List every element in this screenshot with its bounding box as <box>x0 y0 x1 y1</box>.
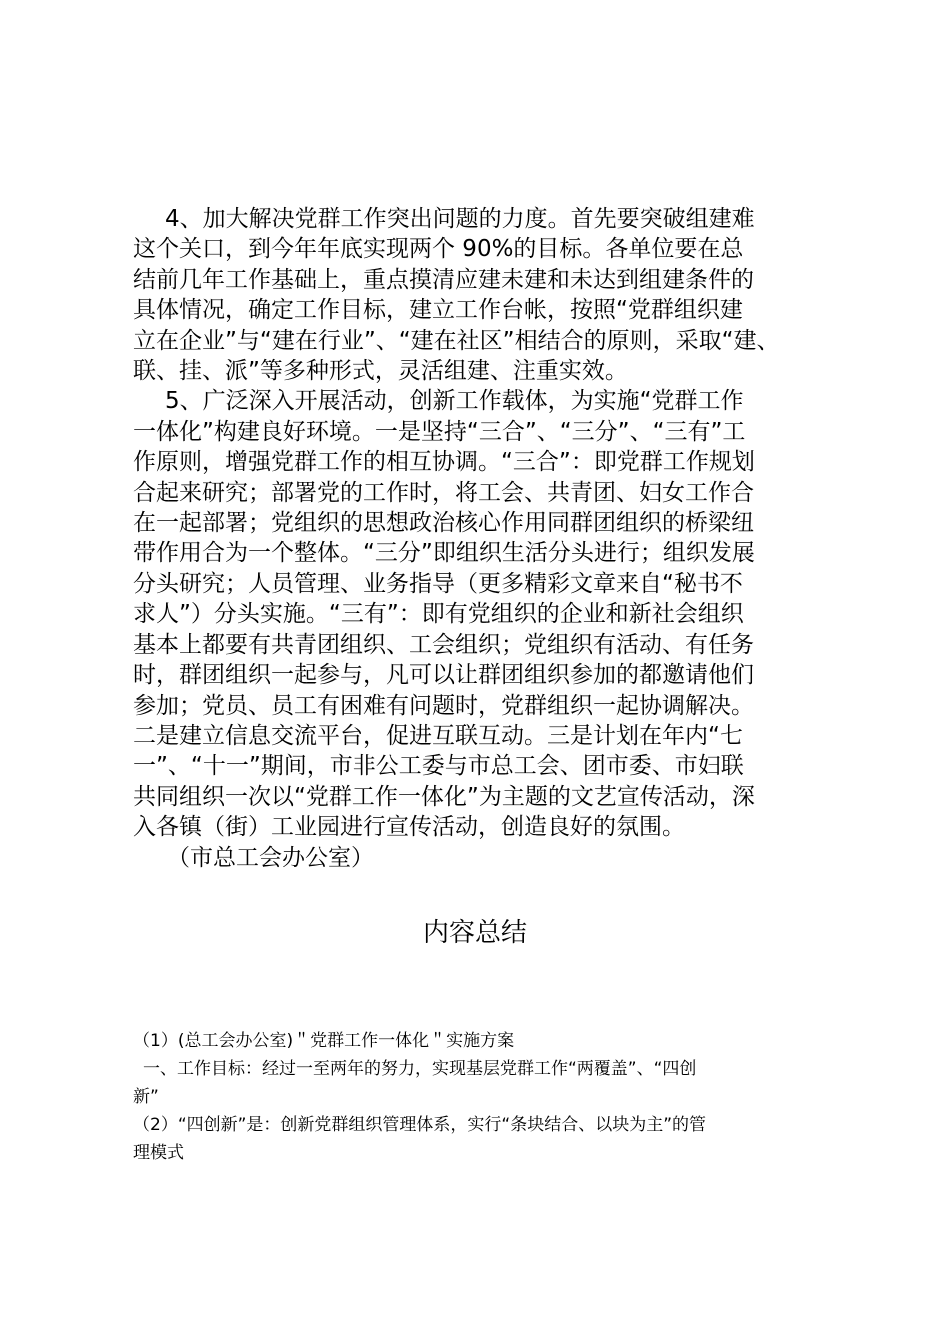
paragraph-5-line: 基本上都要有共青团组织、工会组织；党组织有活动、有任务 <box>133 631 754 658</box>
summary-title: 内容总结 <box>422 918 527 948</box>
summary-line: （2）“四创新”是：创新党群组织管理体系，实行“条块结合、以块为主”的管 <box>133 1115 707 1135</box>
paragraph-4-line: 结前几年工作基础上，重点摸清应建未建和未达到组建条件的 <box>133 266 754 293</box>
paragraph-4-line: 具体情况，确定工作目标，建立工作台帐，按照“党群组织建 <box>133 297 743 324</box>
paragraph-5-line: 求人”）分头实施。“三有”：即有党组织的企业和新社会组织 <box>133 601 744 628</box>
paragraph-5-line: 5、广泛深入开展活动，创新工作载体，为实施“党群工作 <box>165 388 744 415</box>
summary-line: 一、工作目标：经过一至两年的努力，实现基层党群工作“两覆盖”、“四创 <box>143 1059 697 1079</box>
paragraph-4-line: 联、挂、派”等多种形式，灵活组建、注重实效。 <box>133 358 628 385</box>
paragraph-5-line: 合起来研究；部署党的工作时，将工会、共青团、妇女工作合 <box>133 479 754 506</box>
summary-line: 理模式 <box>133 1143 184 1163</box>
paragraph-5-line: 共同组织一次以“党群工作一体化”为主题的文艺宣传活动，深 <box>133 783 755 810</box>
paragraph-5-line: 一”、“十一”期间，市非公工委与市总工会、团市委、市妇联 <box>133 753 744 780</box>
paragraph-5-line: 作原则，增强党群工作的相互协调。“三合”：即党群工作规划 <box>133 449 755 476</box>
paragraph-5-line: 分头研究；人员管理、业务指导（更多精彩文章来自“秘书不 <box>133 570 743 597</box>
paragraph-5-line: 时，群团组织一起参与，凡可以让群团组织参加的都邀请他们 <box>133 662 754 689</box>
main-body-text <box>133 204 823 873</box>
paragraph-5-line: 参加；党员、员工有困难有问题时，党群组织一起协调解决。 <box>133 692 754 719</box>
paragraph-5-line: 带作用合为一个整体。“三分”即组织生活分头进行；组织发展 <box>133 540 755 567</box>
paragraph-4-line: 立在企业”与“建在行业”、“建在社区”相结合的原则，采取“建、 <box>133 327 780 354</box>
paragraph-5-line: 二是建立信息交流平台，促进互联互动。三是计划在年内“七 <box>133 722 743 749</box>
paragraph-5-line: 一体化”构建良好环境。一是坚持“三合”、“三分”、“三有”工 <box>133 418 746 445</box>
paragraph-4-line: 4、加大解决党群工作突出问题的力度。首先要突破组建难 <box>165 206 755 232</box>
summary-body <box>133 1027 833 1167</box>
paragraph-4-line: 这个关口，到今年年底实现两个 90%的目标。各单位要在总 <box>133 236 744 263</box>
signature-line: （市总工会办公室） <box>167 844 374 871</box>
summary-line: （1）(总工会办公室)＂党群工作一体化＂实施方案 <box>133 1031 515 1051</box>
summary-line: 新” <box>133 1087 159 1107</box>
paragraph-5-line: 入各镇（街）工业园进行宣传活动，创造良好的氛围。 <box>133 814 685 841</box>
paragraph-5-line: 在一起部署；党组织的思想政治核心作用同群团组织的桥梁纽 <box>133 510 754 537</box>
